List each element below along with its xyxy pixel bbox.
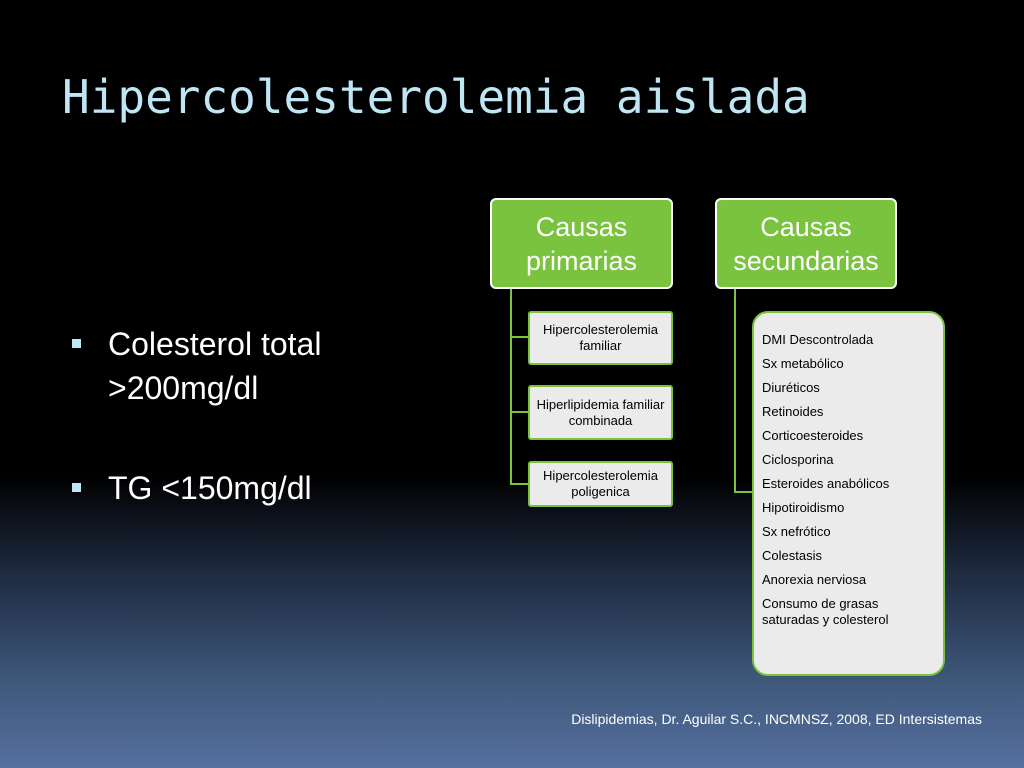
connector-line [510,483,529,485]
secondary-causes-list [752,311,945,676]
connector-line [510,287,512,485]
list-item: Ciclosporina [762,452,834,467]
list-item: Hipotiroidismo [762,500,845,515]
list-item: DMI Descontrolada [762,332,874,347]
secondary-causes-header: Causas secundarias [715,198,897,289]
bullet-text: Colesterol total >200mg/dl [108,326,322,406]
list-item: Colestasis [762,548,822,563]
source-citation: Dislipidemias, Dr. Aguilar S.C., INCMNSZ, 2008, ED Intersistemas [571,711,982,727]
list-item: Anorexia nerviosa [762,572,867,587]
connector-line [510,411,529,413]
list-item: Sx nefrótico [762,524,831,539]
connector-line [734,287,736,493]
list-item: Retinoides [762,404,824,419]
primary-cause-box: Hipercolesterolemia poligenica [528,461,673,507]
connector-line [734,491,754,493]
list-item: Esteroides anabólicos [762,476,890,491]
list-item: Corticoesteroides [762,428,864,443]
primary-causes-header: Causas primarias [490,198,673,289]
primary-cause-box: Hipercolesterolemia familiar [528,311,673,365]
slide-title: Hipercolesterolemia aislada [62,70,810,124]
connector-line [510,336,529,338]
primary-cause-box: Hiperlipidemia familiar combinada [528,385,673,440]
list-item: Consumo de grasas saturadas y colesterol [762,596,889,627]
list-item: Diuréticos [762,380,820,395]
bullet-text: TG <150mg/dl [108,470,312,506]
list-item: Sx metabólico [762,356,844,371]
